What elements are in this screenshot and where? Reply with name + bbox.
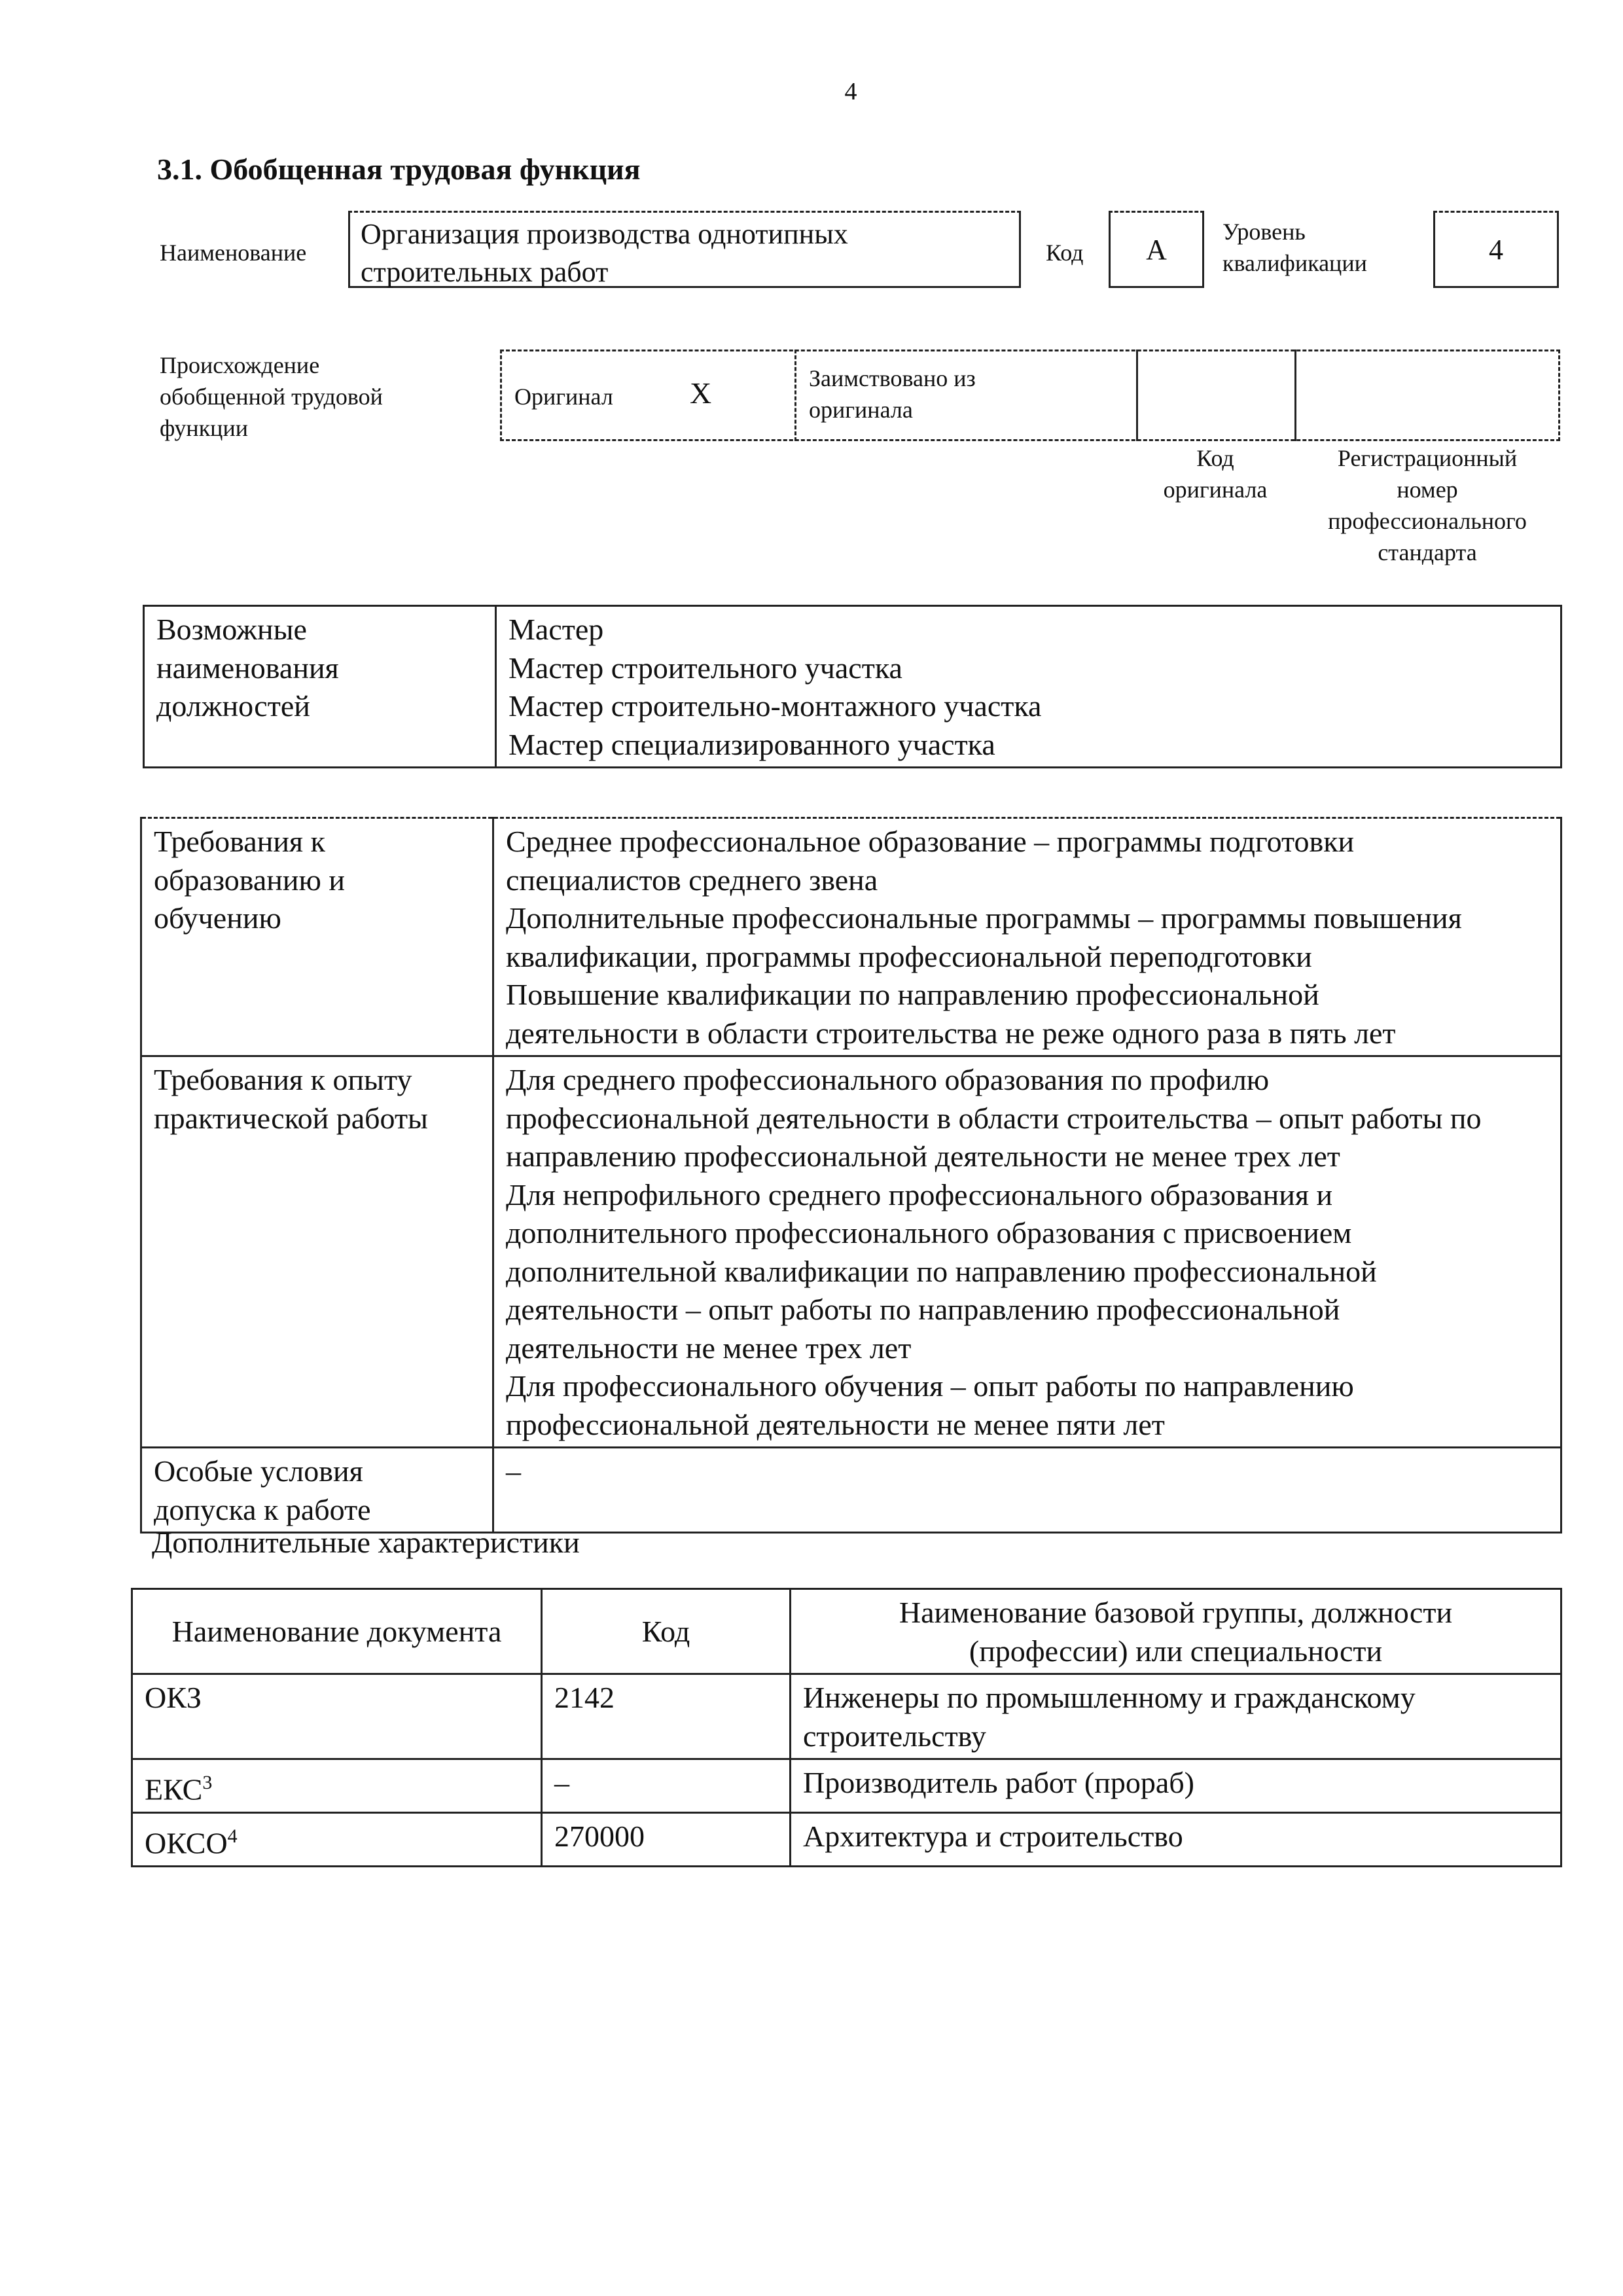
level-label-line-1: Уровень bbox=[1222, 219, 1306, 245]
special-conditions-label-line-1: Особые условия bbox=[154, 1454, 363, 1488]
row-name-line: Производитель работ (прораб) bbox=[803, 1766, 1194, 1799]
header-group-line-1: Наименование базовой группы, должности bbox=[899, 1596, 1453, 1629]
education-label-line-2: образованию и bbox=[154, 863, 345, 897]
origin-label-line-3: функции bbox=[160, 415, 248, 441]
header-group-cell bbox=[791, 1589, 1561, 1674]
level-label bbox=[1222, 216, 1367, 279]
additional-header-row bbox=[132, 1589, 1561, 1674]
education-label-line-3: обучению bbox=[154, 901, 281, 935]
header-doc-cell bbox=[132, 1589, 542, 1674]
positions-table bbox=[143, 605, 1562, 768]
origin-divider-1 bbox=[794, 350, 796, 441]
education-label-line-1: Требования к bbox=[154, 825, 325, 858]
positions-values-cell bbox=[496, 606, 1561, 768]
experience-line: профессиональной деятельности не менее пяти лет bbox=[506, 1407, 1165, 1441]
education-line: специалистов среднего звена bbox=[506, 863, 878, 897]
code-value: А bbox=[1146, 234, 1167, 266]
code-value-box bbox=[1109, 211, 1204, 288]
row-name-line: Инженеры по промышленному и гражданскому bbox=[803, 1681, 1416, 1714]
header-code-cell bbox=[542, 1589, 791, 1674]
reg-number-caption-line-2: номер bbox=[1397, 476, 1458, 503]
table-row bbox=[132, 1812, 1561, 1866]
row-doc-cell bbox=[132, 1674, 542, 1759]
code-original-caption-line-1: Код bbox=[1196, 445, 1234, 471]
experience-label-line-2: практической работы bbox=[154, 1101, 428, 1135]
function-name-line-1: Организация производства однотипных bbox=[361, 218, 848, 250]
position-item: Мастер строительно-монтажного участка bbox=[508, 689, 1042, 723]
row-doc: ОКЗ bbox=[145, 1681, 202, 1714]
function-name-line-2: строительных работ bbox=[361, 256, 609, 288]
row-doc-cell bbox=[132, 1759, 542, 1813]
reg-number-caption-line-4: стандарта bbox=[1378, 539, 1477, 565]
origin-label-line-2: обобщенной трудовой bbox=[160, 384, 383, 410]
reg-number-caption-line-3: профессионального bbox=[1328, 508, 1527, 534]
name-label: Наименование bbox=[160, 240, 307, 266]
position-item: Мастер строительного участка bbox=[508, 651, 902, 685]
origin-label-line-1: Происхождение bbox=[160, 352, 320, 378]
experience-line: направлению профессиональной деятельности не менее трех лет bbox=[506, 1139, 1340, 1173]
education-line: Среднее профессиональное образование – программы подготовки bbox=[506, 825, 1355, 858]
positions-label-line-3: должностей bbox=[156, 689, 310, 723]
row-doc-cell bbox=[132, 1812, 542, 1866]
row-name-line: Архитектура и строительство bbox=[803, 1819, 1183, 1853]
row-name-cell bbox=[791, 1674, 1561, 1759]
experience-line: деятельности – опыт работы по направлению профессиональной bbox=[506, 1293, 1340, 1326]
origin-divider-2 bbox=[1136, 350, 1138, 441]
positions-label-line-1: Возможные bbox=[156, 613, 307, 646]
special-conditions-row bbox=[141, 1448, 1561, 1533]
special-conditions-label-line-2: допуска к работе bbox=[154, 1492, 371, 1526]
row-name-cell bbox=[791, 1759, 1561, 1813]
level-label-line-2: квалификации bbox=[1222, 250, 1367, 276]
education-line: Дополнительные профессиональные программы – программы повышения bbox=[506, 901, 1462, 935]
positions-row bbox=[144, 606, 1561, 768]
original-mark: X bbox=[690, 376, 712, 410]
footnote-mark: 3 bbox=[202, 1772, 213, 1793]
row-doc: ОКСО bbox=[145, 1826, 228, 1860]
experience-line: Для профессионального обучения – опыт работы по направлению bbox=[506, 1369, 1354, 1403]
education-line: Повышение квалификации по направлению профессиональной bbox=[506, 978, 1319, 1011]
education-row bbox=[141, 818, 1561, 1056]
row-name-cell bbox=[791, 1812, 1561, 1866]
special-conditions-line: – bbox=[506, 1454, 521, 1488]
experience-line: Для среднего профессионального образования по профилю bbox=[506, 1063, 1270, 1096]
borrowed-label-line-2: оригинала bbox=[809, 397, 913, 423]
experience-label-line-1: Требования к опыту bbox=[154, 1063, 412, 1096]
header-doc: Наименование документа bbox=[171, 1615, 502, 1649]
special-conditions-label-cell bbox=[141, 1448, 493, 1533]
experience-line: Для непрофильного среднего профессионального образования и bbox=[506, 1177, 1333, 1211]
footnote-mark: 4 bbox=[227, 1825, 238, 1847]
row-code: 270000 bbox=[554, 1819, 645, 1853]
code-original-caption bbox=[1136, 442, 1294, 505]
positions-label-line-2: наименования bbox=[156, 651, 339, 685]
row-code: 2142 bbox=[554, 1681, 615, 1714]
experience-label-cell bbox=[141, 1056, 493, 1448]
code-original-caption-line-2: оригинала bbox=[1163, 476, 1268, 503]
page-number: 4 bbox=[844, 78, 857, 105]
reg-number-caption bbox=[1294, 442, 1560, 568]
position-item: Мастер специализированного участка bbox=[508, 727, 995, 761]
education-line: квалификации, программы профессиональной переподготовки bbox=[506, 939, 1312, 973]
experience-line: дополнительного профессионального образования с присвоением bbox=[506, 1216, 1352, 1249]
experience-line: профессиональной деятельности в области строительства – опыт работы по bbox=[506, 1101, 1482, 1135]
borrowed-label bbox=[809, 363, 976, 425]
education-label-cell bbox=[141, 818, 493, 1056]
positions-label-cell bbox=[144, 606, 496, 768]
row-name-line: строительству bbox=[803, 1719, 986, 1753]
education-line: деятельности в области строительства не реже одного раза в пять лет bbox=[506, 1016, 1396, 1050]
function-name-box bbox=[348, 211, 1021, 288]
education-values-cell bbox=[493, 818, 1561, 1056]
table-row bbox=[132, 1759, 1561, 1813]
header-group-line-2: (профессии) или специальности bbox=[969, 1634, 1383, 1668]
experience-row bbox=[141, 1056, 1561, 1448]
level-value: 4 bbox=[1489, 234, 1503, 266]
level-value-box bbox=[1433, 211, 1559, 288]
experience-line: дополнительной квалификации по направлению профессиональной bbox=[506, 1254, 1377, 1288]
origin-label bbox=[160, 350, 383, 444]
row-code: – bbox=[554, 1766, 569, 1799]
requirements-table bbox=[140, 817, 1562, 1534]
original-label: Оригинал bbox=[514, 384, 613, 410]
code-label: Код bbox=[1046, 240, 1084, 266]
row-code-cell bbox=[542, 1812, 791, 1866]
borrowed-label-line-1: Заимствовано из bbox=[809, 365, 976, 391]
origin-box bbox=[500, 350, 1560, 441]
special-conditions-values-cell bbox=[493, 1448, 1561, 1533]
table-row bbox=[132, 1674, 1561, 1759]
position-item: Мастер bbox=[508, 613, 604, 646]
row-doc: ЕКС bbox=[145, 1772, 203, 1806]
row-code-cell bbox=[542, 1759, 791, 1813]
additional-table bbox=[131, 1588, 1562, 1867]
origin-divider-3 bbox=[1294, 350, 1296, 441]
reg-number-caption-line-1: Регистрационный bbox=[1337, 445, 1518, 471]
section-title: 3.1. Обобщенная трудовая функция bbox=[157, 152, 641, 186]
header-code: Код bbox=[641, 1615, 690, 1649]
additional-title: Дополнительные характеристики bbox=[152, 1526, 580, 1559]
row-code-cell bbox=[542, 1674, 791, 1759]
experience-line: деятельности не менее трех лет bbox=[506, 1331, 912, 1365]
experience-values-cell bbox=[493, 1056, 1561, 1448]
